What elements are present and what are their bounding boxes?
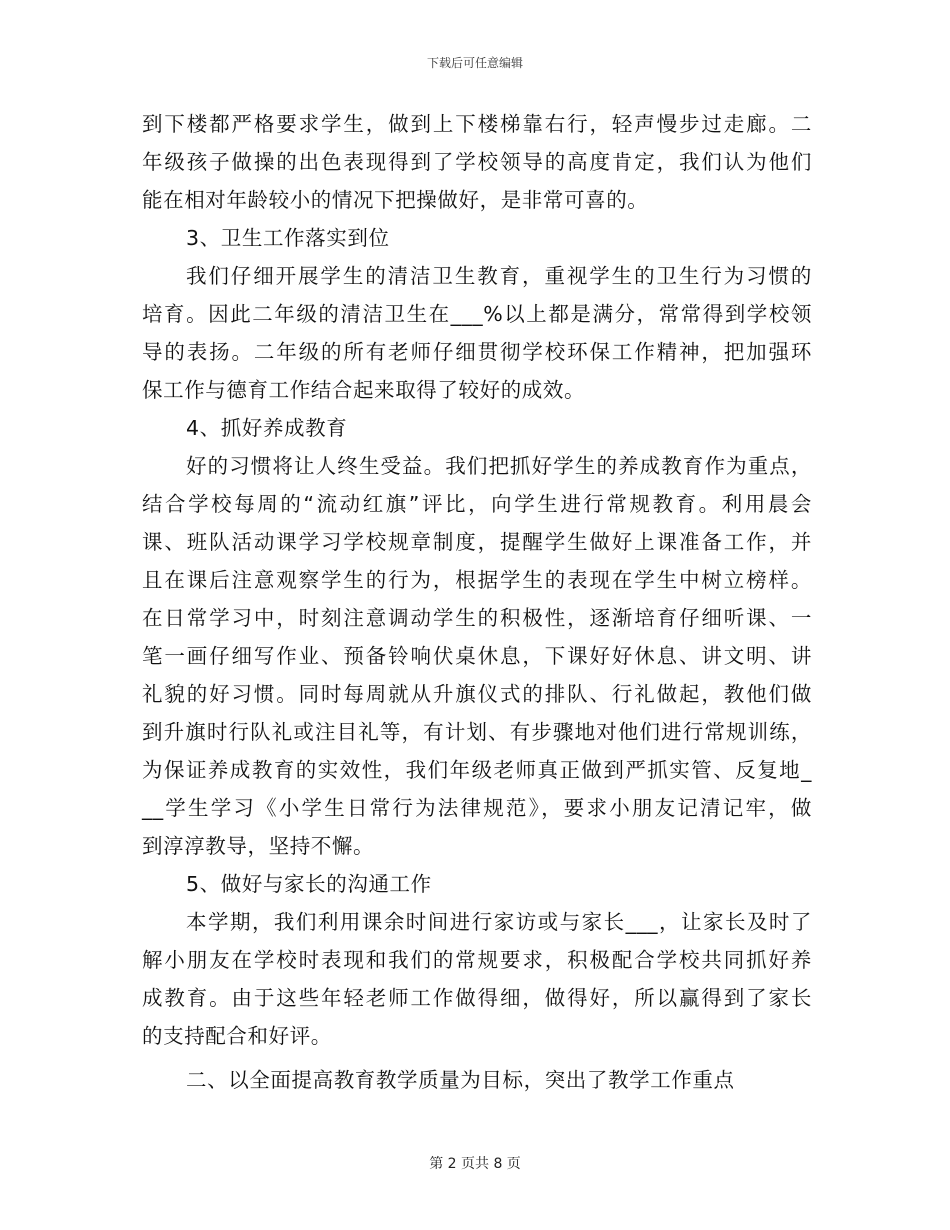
paragraph-line: 成教育。由于这些年轻老师工作做得细，做得好，所以赢得到了家长 <box>142 986 812 1010</box>
paragraph-line: 解小朋友在学校时表现和我们的常规要求，积极配合学校共同抓好养 <box>142 948 812 972</box>
paragraph-line: 培育。因此二年级的清洁卫生在___%以上都是满分，常常得到学校领 <box>142 302 812 326</box>
section-heading: 5、做好与家长的沟通工作 <box>186 872 432 896</box>
page-number: 第 2 页共 8 页 <box>429 1156 521 1172</box>
section-heading: 4、抓好养成教育 <box>186 416 348 440</box>
paragraph-line: 到淳淳教导，坚持不懈。 <box>142 834 375 858</box>
paragraph-line: __学生学习《小学生日常行为法律规范》，要求小朋友记清记牢，做 <box>142 796 812 820</box>
paragraph-line: 本学期，我们利用课余时间进行家访或与家长___，让家长及时了 <box>186 910 812 934</box>
paragraph-line: 我们仔细开展学生的清洁卫生教育，重视学生的卫生行为习惯的 <box>186 264 812 288</box>
paragraph-line: 且在课后注意观察学生的行为，根据学生的表现在学生中树立榜样。 <box>142 568 812 592</box>
paragraph-line: 的支持配合和好评。 <box>142 1024 332 1048</box>
paragraph-line: 到升旗时行队礼或注目礼等，有计划、有步骤地对他们进行常规训练， <box>142 720 812 744</box>
document-body <box>142 105 812 1099</box>
paragraph-line: 到下楼都严格要求学生，做到上下楼梯靠右行，轻声慢步过走廊。二 <box>142 112 812 136</box>
paragraph-line: 结合学校每周的“流动红旗”评比，向学生进行常规教育。利用晨会 <box>142 492 812 516</box>
page-header: 下载后可任意编辑 <box>426 56 523 70</box>
paragraph-line: 礼貌的好习惯。同时每周就从升旗仪式的排队、行礼做起，教他们做 <box>142 682 812 706</box>
paragraph-line: 导的表扬。二年级的所有老师仔细贯彻学校环保工作精神，把加强环 <box>142 340 812 364</box>
paragraph-line: 好的习惯将让人终生受益。我们把抓好学生的养成教育作为重点， <box>186 454 812 478</box>
paragraph-line: 为保证养成教育的实效性，我们年级老师真正做到严抓实管、反复地_ <box>142 758 812 782</box>
paragraph-line: 在日常学习中，时刻注意调动学生的积极性，逐渐培育仔细听课、一 <box>142 606 812 630</box>
paragraph-line: 笔一画仔细写作业、预备铃响伏桌休息，下课好好休息、讲文明、讲 <box>142 644 812 668</box>
paragraph-line: 课、班队活动课学习学校规章制度，提醒学生做好上课准备工作，并 <box>142 530 812 554</box>
paragraph-line: 年级孩子做操的出色表现得到了学校领导的高度肯定，我们认为他们 <box>142 150 812 174</box>
section-heading: 3、卫生工作落实到位 <box>186 226 390 250</box>
paragraph-line: 保工作与德育工作结合起来取得了较好的成效。 <box>142 378 586 402</box>
paragraph-line: 能在相对年龄较小的情况下把操做好，是非常可喜的。 <box>142 188 649 212</box>
chapter-heading: 二、以全面提高教育教学质量为目标，突出了教学工作重点 <box>186 1068 735 1092</box>
